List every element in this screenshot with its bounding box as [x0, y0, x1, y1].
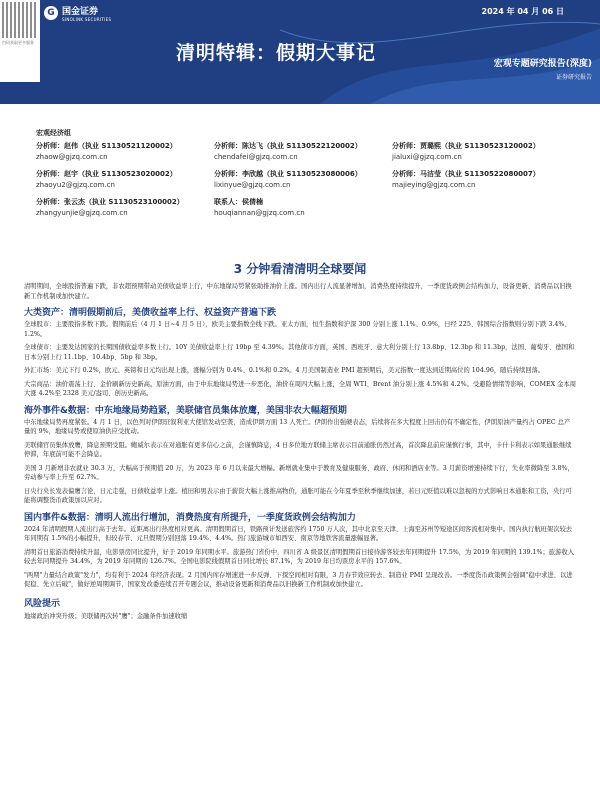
paragraph: 日央行央长发表偏鹰言论，日元走强，日债收益率上涨。植田和男表示由于薪资大幅上涨推高物价，通胀可能在今年夏季至秋季继续加速，若日元贬值以难以忽视的方式影响日本通胀和工资，央行可能将调整货币政策加以应对。 [24, 487, 572, 504]
contact-email[interactable]: houqiannan@gjzq.com.cn [214, 209, 305, 217]
analyst-email[interactable]: zhangyunjie@gjzq.com.cn [36, 209, 128, 217]
paragraph: 全球债市：主要发达国家的长期国债收益率多数上行。10Y 美债收益率上行 19bp 至 4.39%。其他债市方面，英国、西班牙、意大利分别上行 13.8bp、12.3bp 和 11.3bp，法国、葡萄牙、德国和日本分别上行 11.1bp、10.4bp、5bp 和 3bp。 [24, 344, 575, 361]
paragraph: 全球股市：主要股指多数下跌。假期前后（4 月 1 日~4 月 5 日），欧美主要指数全线下跌。亚太方面，恒生指数和沪深 300 分别上涨 1.1%、0.9%，日经 225、韩国综合指数则分别下跌 3.4%、1.2%。 [24, 321, 571, 338]
analyst-row [36, 141, 576, 161]
report-body [24, 282, 576, 625]
qr-code-pattern [2, 2, 38, 38]
analyst-card [392, 169, 570, 189]
analyst-block [36, 128, 576, 225]
section-heading-assets: 大类资产：清明假期前后，美债收益率上行、权益资产普遍下跌 [24, 308, 277, 318]
paragraph: 外汇市场：美元下行 0.2%，欧元、英镑和日元均出现上涨，涨幅分别为 0.4%、0.1%和 0.2%。4 月美国制造业 PMI 超预期后，美元指数一度达到近期高位的 104.96，随后持续回落。 [24, 367, 545, 374]
paragraph: 美国 3 月新增非农就业 30.3 万，大幅高于预期值 20 万，为 2023 年 6 月以来最大增幅。新增就业集中于教育及健康服务、政府、休闲和酒店业等。3 月薪资增速持续下行，失业率微降至 3.8%，劳动参与率上升至 62.7%。 [24, 464, 574, 481]
paragraph: "两期"力量结合政策"发力"，均有利于 2024 年经济表现。2 月国内库存增速进一步反弹、下探空间相对有限，3 月春节效应转去、制造业 PMI 呈现改善。一季度货币政策例会强调"稳中求进、以进促稳、先立后破"，做好逆周期调节，国家发改委连续召开专题会议，推动设备更新和消费品以旧换新工作机制或加快建立。 [24, 571, 573, 588]
analyst-group-title: 宏观经济组 [36, 129, 71, 137]
risk-text: 地缘政治冲突升级；美联储再次转"鹰"；金融条件加速收缩 [24, 612, 188, 620]
analyst-card [392, 141, 570, 161]
analyst-name: 分析师：陈达飞（执业 S1130522120002） [214, 142, 362, 150]
analyst-name: 分析师：赵宇（执业 S1130523020002） [36, 170, 177, 178]
main-section-title: 3 分钟看清清明全球要闻 [233, 262, 367, 276]
logo-icon: G [44, 6, 58, 20]
analyst-card [36, 197, 214, 217]
section-heading-overseas: 海外事件&数据：中东地缘局势趋紧，美联储官员集体放鹰，美国非农大幅超预期 [24, 405, 347, 416]
logo-subtext: SINOLINK SECURITIES [62, 17, 112, 22]
analyst-email[interactable]: majieying@gjzq.com.cn [392, 181, 476, 189]
paragraph: 2024 年清明假期人流出行高于去年。近距离出行热度相对更高。清明假期首日，铁路预计发送旅客约 1750 万人次，其中北京至天津、上海至苏州等短途区间客流相对集中。国内执行航班架次较去年同期有 1.5%的小幅提升，但较春节、元旦假期分别回落 19.4%、4.4%。热门旅游城市如西安、南京等地铁客流量涨幅显著。 [24, 525, 573, 542]
qr-code [0, 0, 40, 82]
analyst-name: 分析师：赵伟（执业 S1130521120002） [36, 142, 177, 150]
report-title: 清明特辑：假期大事记 [176, 42, 377, 64]
qr-label: 扫码获取更多服务 [2, 40, 34, 45]
analyst-email[interactable]: zhaow@gjzq.com.cn [36, 153, 108, 161]
analyst-card [36, 141, 214, 161]
contact-card [214, 197, 392, 217]
logo-text: 国金证券 [62, 7, 99, 17]
analyst-email[interactable]: zhaoyu2@gjzq.com.cn [36, 181, 115, 189]
analyst-row [36, 169, 576, 189]
risk-heading: 风险提示 [24, 598, 61, 609]
report-subtype: 证券研究报告 [555, 74, 592, 81]
contact-name: 联系人：侯倩楠 [214, 198, 263, 206]
analyst-email[interactable]: chendafei@gjzq.com.cn [214, 153, 298, 161]
section-heading-domestic: 国内事件&数据：清明人流出行增加，消费热度有所提升，一季度货政例会结构加力 [24, 512, 356, 523]
company-logo [44, 4, 111, 22]
report-date: 2024 年 04 月 06 日 [481, 7, 564, 16]
paragraph: 清明首日旅游消费持续升温，电影票房同比提升，好于 2019 年同期水平。旅游热门省份中，四川省 A 级景区清明假期首日接待游客较去年同期提升 17.5%，为 2019 年同期的 139.1%；旅游收入较去年同期提升 34.4%，为 2019 年同期的 126.7%。全国电影院线假期首日同比增长 87.1%，为 2019 年日均票房水平的 157.6%。 [24, 548, 574, 565]
analyst-card [36, 169, 214, 189]
analyst-row [36, 197, 576, 217]
intro-paragraph: 清明期间，全球股指普遍下跌，非农超预期带动美债收益率上行，中东地缘局势紧张助推油价上涨。国内出行人流显著增加，消费热度持续提升，一季度货政例会结构加力，设备更新、消费品以旧换新工作机制或加快建立。 [24, 283, 572, 300]
analyst-email[interactable]: jialuxi@gjzq.com.cn [392, 153, 462, 161]
paragraph: 大宗商品：油价震荡上行、金价刷新历史新高。原油方面，由于中东地缘局势进一步恶化，油价在周四大幅上涨，全周 WTI、Brent 油分别上涨 4.5%和 4.2%。受避险情绪等影响，COMEX 金本周大涨 4.2%至 2328 美元/盎司、创历史新高。 [24, 380, 576, 397]
analyst-card [214, 169, 392, 189]
analyst-name: 分析师：马洁莹（执业 S1130522080007） [392, 170, 540, 178]
report-type: 宏观专题研究报告(深度) [493, 59, 592, 69]
analyst-name: 分析师：张云杰（执业 S1130523100002） [36, 198, 184, 206]
analyst-name: 分析师：贾璐熙（执业 S1130523120002） [392, 142, 540, 150]
report-header [0, 0, 600, 104]
paragraph: 美联储官员集体放鹰，降息预期受阻。鲍威尔表示在对通胀有更多信心之前，会谨慎降息，4 日多位地方联储主席表示目前通胀仍然过高，首次降息前应谨慎行事，其中，卡什卡利表示如果通胀继续停滞，年底前可能不会降息。 [24, 441, 572, 458]
analyst-email[interactable]: lixinyue@gjzq.com.cn [214, 181, 291, 189]
analyst-card [214, 141, 392, 161]
analyst-name: 分析师：李欣越（执业 S1130523080006） [214, 170, 362, 178]
paragraph: 中东地缘局势再度紧张。4 月 1 日，以色列对伊朗驻叙利亚大使馆发动空袭，造成伊朗方面 13 人死亡。伊朗作出强硬表态，后续将在多大程度上回击仍有不确定性，伊朗原油产量约占 OPEC 总产量的 9%，地缘局势或使原油供应受扰动。 [24, 418, 571, 435]
